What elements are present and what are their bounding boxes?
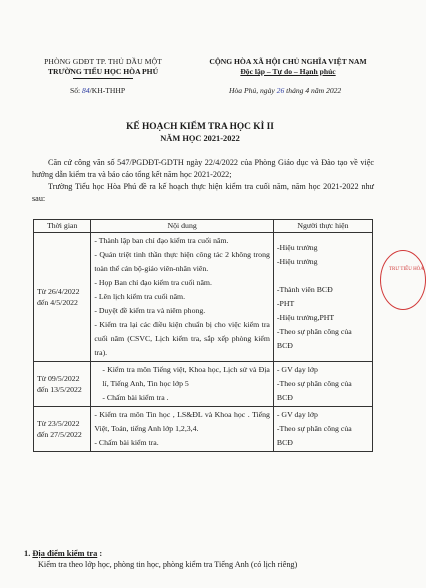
- issuer-underline: [73, 78, 133, 79]
- issuer-block: [18, 57, 188, 79]
- time-end: đến 4/5/2022: [37, 298, 78, 307]
- time-end: đến 13/5/2022: [37, 385, 82, 394]
- content-item: - Kiểm tra lại các điều kiện chuẩn bị cho việc kiểm tra cuối năm (CSVC, Lịch kiểm tra, sắp xếp phòng kiểm tra).: [94, 320, 270, 357]
- document-number-value: 84: [82, 86, 90, 95]
- document-subtitle: NĂM HỌC 2021-2022: [160, 134, 240, 143]
- header-person: Người thực hiện: [273, 220, 372, 233]
- header-content: Nội dung: [91, 220, 274, 233]
- content-item: - Quán triệt tinh thần thực hiện công tác 2 không trong toàn thể cán bộ-giáo viên-nhân viên.: [94, 250, 270, 273]
- place-and-date: [229, 86, 341, 95]
- document-number-prefix: Số:: [70, 86, 83, 95]
- section-1-colon: :: [97, 549, 103, 558]
- time-start: Từ 23/5/2022: [37, 419, 80, 428]
- national-header: [193, 57, 383, 77]
- time-start: Từ 09/5/2022: [37, 374, 80, 383]
- content-item: - Kiểm tra môn Tiếng việt, Khoa học, Lịch sử và Địa lí, Tiếng Anh, Tin học lớp 5: [102, 365, 270, 388]
- content-item: - Chấm bài kiểm tra .: [102, 393, 169, 402]
- row-content: [91, 407, 274, 452]
- country-name: CỘNG HÒA XÃ HỘI CHỦ NGHĨA VIỆT NAM: [209, 57, 367, 66]
- document-number: [70, 86, 125, 95]
- content-item: - Chấm bài kiểm tra.: [94, 438, 159, 447]
- row-person: [273, 233, 372, 362]
- national-motto: Độc lập – Tự do – Hạnh phúc: [240, 67, 336, 76]
- intro-paragraph-2: Trường Tiểu học Hòa Phú đề ra kế hoạch thực hiện kiểm tra cuối năm, năm học 2021-2022 như sau:: [32, 182, 374, 204]
- row-content: [91, 233, 274, 362]
- row-content: [91, 362, 274, 407]
- table-row: [34, 233, 373, 362]
- time-start: Từ 26/4/2022: [37, 287, 80, 296]
- table-row: [34, 407, 373, 452]
- person-item: -Theo sự phân công của BCĐ: [276, 379, 352, 402]
- section-1-heading: [24, 549, 102, 558]
- stamp-text: TRƯ TIỂU HÒA: [389, 267, 424, 272]
- header-time: Thời gian: [34, 220, 91, 233]
- person-item: -Thành viên BCĐ: [276, 285, 333, 294]
- content-item: - Thành lập ban chỉ đạo kiểm tra cuối năm.: [94, 236, 229, 245]
- person-item: -Hiệu trưởng: [276, 257, 318, 266]
- person-item: -PHT: [276, 299, 295, 308]
- row-person: [273, 407, 372, 452]
- plan-table: [33, 219, 373, 452]
- person-item: -Hiệu trưởng: [276, 243, 318, 252]
- row-time: [34, 407, 91, 452]
- date-prefix: Hòa Phú, ngày: [229, 86, 277, 95]
- content-item: - Duyệt đề kiểm tra và niêm phong.: [94, 306, 206, 315]
- section-1-number: 1.: [24, 549, 33, 558]
- section-1-title: Địa điểm kiểm tra: [32, 549, 98, 558]
- section-1-body: Kiểm tra theo lớp học, phòng tin học, phòng kiểm tra Tiếng Anh (có lịch riêng): [38, 560, 298, 569]
- person-item: - GV dạy lớp: [276, 410, 318, 419]
- person-item: - GV dạy lớp: [276, 365, 318, 374]
- row-person: [273, 362, 372, 407]
- issuer-school: TRƯỜNG TIỂU HỌC HÒA PHÚ: [47, 67, 159, 76]
- row-time: [34, 233, 91, 362]
- date-day: 26: [276, 86, 285, 95]
- person-item: -Theo sự phân công của BCĐ: [276, 424, 352, 447]
- person-item: -Hiệu trưởng,PHT: [276, 313, 335, 322]
- content-item: - Họp Ban chỉ đạo kiểm tra cuối năm.: [94, 278, 212, 287]
- table-header-row: [34, 220, 373, 233]
- intro-paragraph-1: Căn cứ công văn số 547/PGDĐT-GDTH ngày 22/4/2022 của Phòng Giáo dục và Đào tạo về việc hướng dẫn kiểm tra và báo cáo tổng kết năm học 2021-2022;: [32, 158, 374, 180]
- time-end: đến 27/5/2022: [37, 430, 82, 439]
- person-spacer: [277, 269, 369, 283]
- official-stamp: [380, 250, 426, 310]
- person-item: -Theo sự phân công của BCĐ: [276, 327, 352, 350]
- document-number-suffix: /KH-THHP: [89, 86, 126, 95]
- document-title: KẾ HOẠCH KIỂM TRA HỌC KÌ II: [126, 122, 274, 132]
- content-item: - Kiểm tra môn Tin học , LS&ĐL và Khoa học . Tiếng Việt, Toán, tiếng Anh lớp 1,2,3,4.: [94, 410, 270, 433]
- table-row: [34, 362, 373, 407]
- row-time: [34, 362, 91, 407]
- date-suffix: tháng 4 năm 2022: [284, 86, 342, 95]
- content-item: - Lên lịch kiểm tra cuối năm.: [94, 292, 186, 301]
- issuer-department: PHÒNG GDĐT TP. THỦ DẦU MỘT: [44, 57, 162, 66]
